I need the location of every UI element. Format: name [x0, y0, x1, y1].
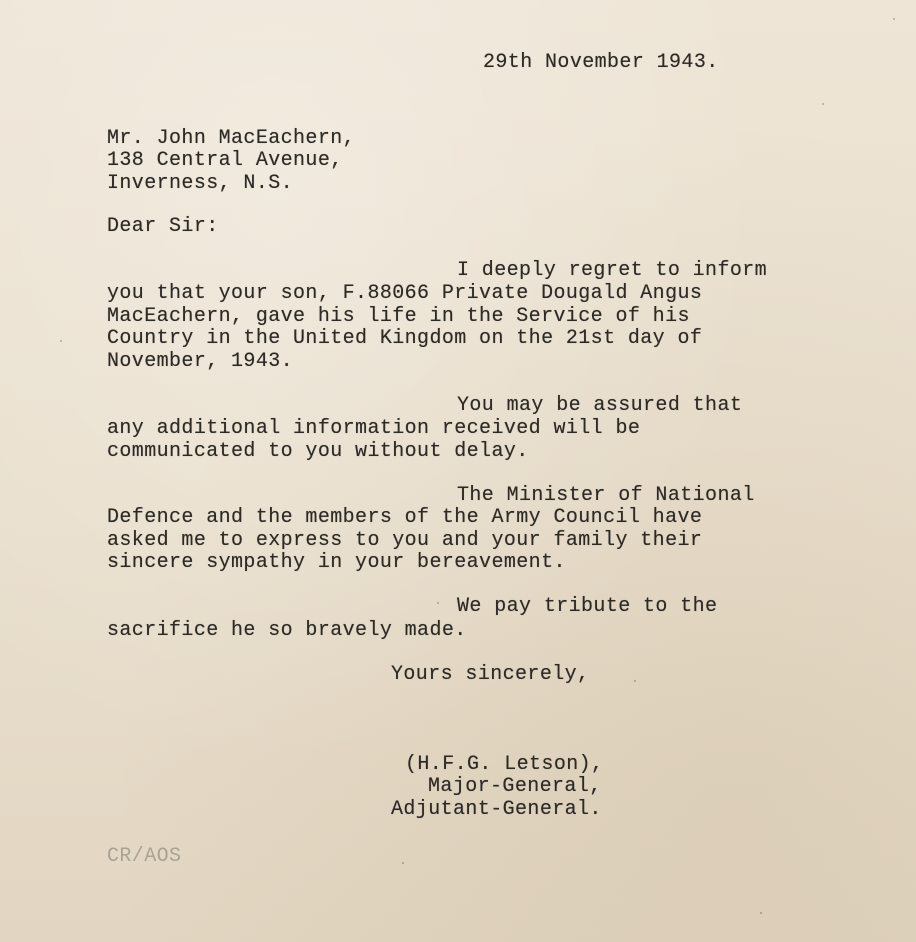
paragraph3-line4: sincere sympathy in your bereavement. — [107, 551, 566, 574]
paragraph3-line1: The Minister of National — [457, 484, 755, 507]
paper-speck — [893, 18, 895, 20]
recipient-street: 138 Central Avenue, — [107, 149, 343, 172]
paragraph3-line2: Defence and the members of the Army Council have — [107, 506, 703, 529]
paper-speck — [402, 862, 404, 864]
signature-name: (H.F.G. Letson), — [405, 753, 604, 776]
paper-speck — [822, 103, 824, 105]
paragraph3-line3: asked me to express to you and your family their — [107, 529, 703, 552]
paragraph1-line2: you that your son, F.88066 Private Dougald Angus — [107, 282, 703, 305]
reference-code: CR/AOS — [107, 845, 182, 868]
recipient-name: Mr. John MacEachern, — [107, 127, 356, 150]
paragraph4-line2: sacrifice he so bravely made. — [107, 619, 467, 642]
signature-rank: Major-General, — [428, 775, 602, 798]
paper-speck — [60, 340, 62, 342]
paragraph1-line1: I deeply regret to inform — [457, 259, 768, 282]
paragraph4-line1: We pay tribute to the — [457, 595, 718, 618]
paper-speck — [437, 602, 439, 604]
paragraph1-line3: MacEachern, gave his life in the Service of his — [107, 305, 690, 328]
paragraph1-line5: November, 1943. — [107, 350, 294, 373]
closing: Yours sincerely, — [391, 663, 590, 686]
paragraph1-line4: Country in the United Kingdom on the 21st day of — [107, 327, 703, 350]
recipient-city: Inverness, N.S. — [107, 172, 294, 195]
paragraph2-line1: You may be assured that — [457, 394, 743, 417]
signature-title: Adjutant-General. — [391, 798, 602, 821]
paper-speck — [634, 680, 636, 682]
paragraph2-line3: communicated to you without delay. — [107, 440, 529, 463]
paper-speck — [760, 912, 762, 914]
salutation: Dear Sir: — [107, 215, 219, 238]
paragraph2-line2: any additional information received will be — [107, 417, 641, 440]
letter-date: 29th November 1943. — [483, 51, 719, 74]
